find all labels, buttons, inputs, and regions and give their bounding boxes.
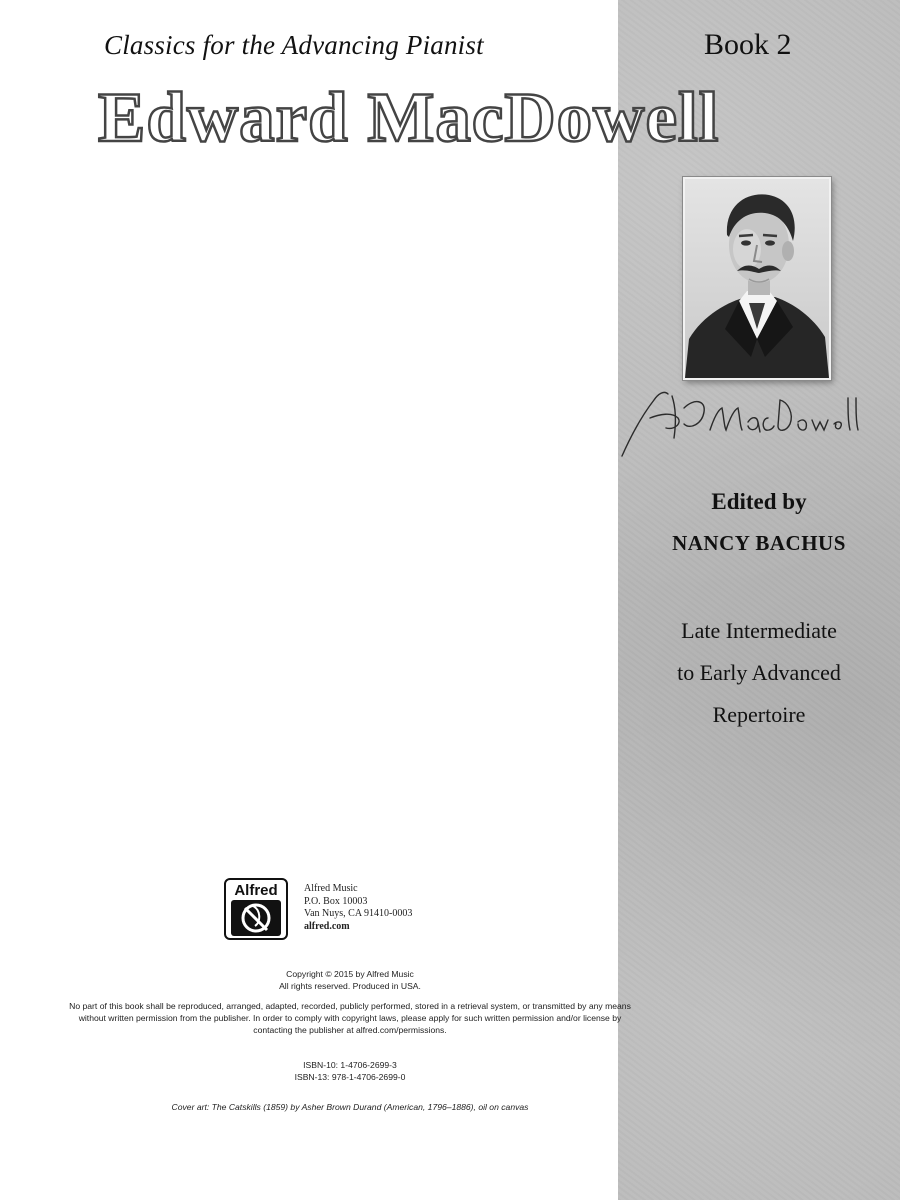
- copyright-line: Copyright © 2015 by Alfred Music: [286, 969, 414, 979]
- composer-title: Edward MacDowell: [98, 79, 720, 157]
- isbn-block: [60, 1059, 640, 1083]
- alfred-logo: [224, 878, 288, 940]
- level-description: [618, 610, 900, 736]
- composer-signature: [620, 378, 865, 460]
- treble-clef-logo-icon: [231, 900, 281, 936]
- editor-name: NANCY BACHUS: [672, 531, 846, 555]
- publisher-address: [304, 883, 412, 933]
- signature-scribble: [620, 378, 865, 460]
- level-line: to Early Advanced: [677, 660, 841, 685]
- level-line: Repertoire: [712, 702, 806, 727]
- copyright-notice: [60, 968, 640, 992]
- copyright-line: All rights reserved. Produced in USA.: [279, 981, 421, 991]
- cover-art-credit: Cover art: The Catskills (1859) by Asher Brown Durand (American, 1796–1886), oil on canvas: [171, 1102, 529, 1112]
- isbn-10: ISBN-10: 1-4706-2699-3: [303, 1060, 397, 1070]
- composer-portrait: [683, 177, 831, 380]
- logo-wordmark: Alfred: [234, 882, 278, 899]
- portrait-illustration: [685, 179, 829, 378]
- level-line: Late Intermediate: [681, 618, 837, 643]
- series-title: Classics for the Advancing Pianist: [104, 30, 484, 60]
- address-line: Alfred Music: [304, 883, 358, 894]
- publisher-website-link[interactable]: alfred.com: [304, 920, 350, 932]
- legal-notice: No part of this book shall be reproduced, arranged, adapted, recorded, publicly performed, stored in a retrieval system, or transmitted by any means without written permission from the publisher. In order to comply with copyright laws, please apply for such written permission and/or license by contacting the publisher at alfred.com/permissions.: [69, 1001, 631, 1035]
- edited-by-label: Edited by: [711, 489, 807, 514]
- book-number: Book 2: [704, 28, 792, 61]
- address-line: P.O. Box 10003: [304, 895, 368, 907]
- address-line: Van Nuys, CA 91410-0003: [304, 908, 413, 919]
- isbn-13: ISBN-13: 978-1-4706-2699-0: [294, 1072, 406, 1082]
